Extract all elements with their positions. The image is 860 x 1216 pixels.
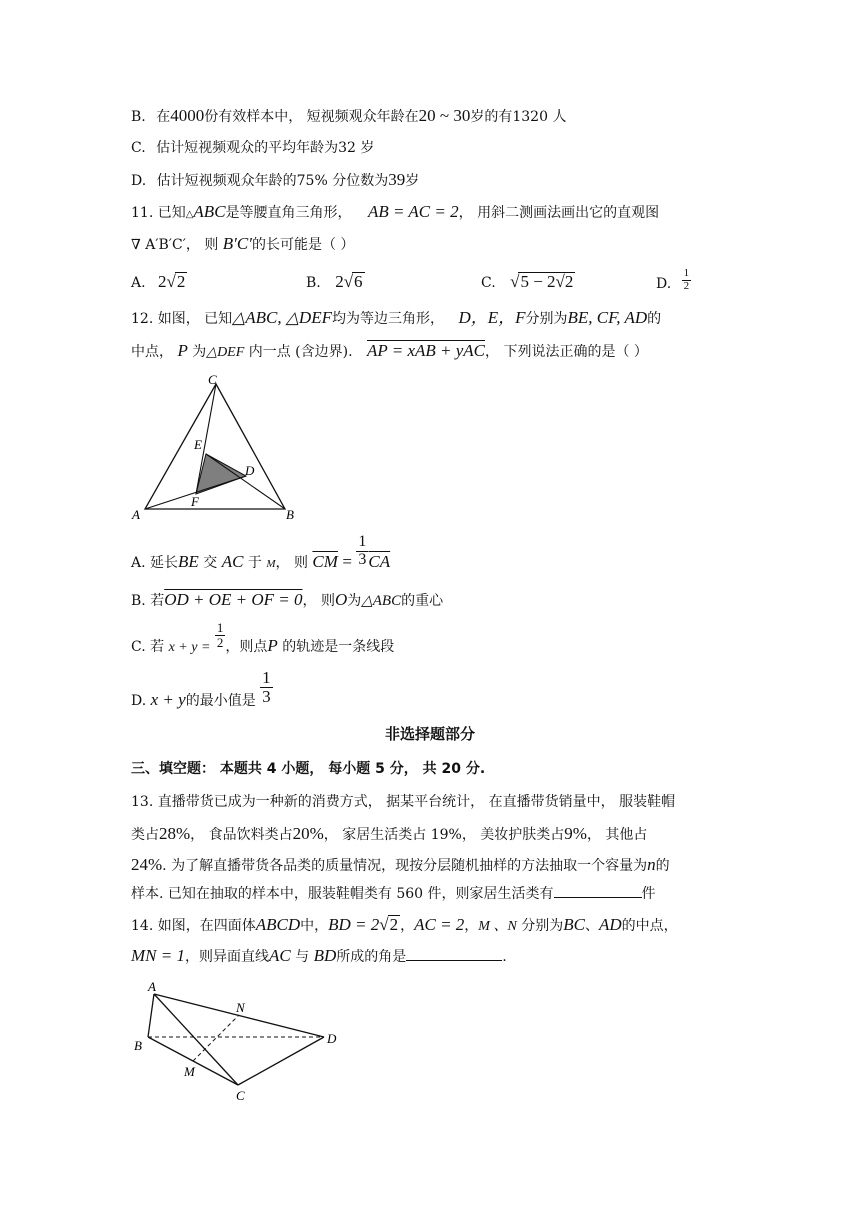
vector-cm: $\overline{CM}$ [312, 552, 338, 572]
text: 的 [655, 858, 670, 874]
math: 20% [292, 824, 324, 843]
q12-option-c [131, 620, 395, 656]
q11-option-d [656, 268, 691, 292]
math: 6 [354, 272, 363, 291]
math: 39 [388, 170, 406, 189]
text: 内一点 (含边界). [248, 344, 353, 360]
numerator: 1 [262, 668, 271, 687]
text: 的轨迹是一条线段 [282, 639, 395, 656]
text: 的长可能是（ ） [251, 237, 355, 253]
question-number: 14. [131, 918, 154, 934]
text: 若 [150, 593, 165, 609]
math: △ABC, △DEF [232, 308, 332, 327]
denominator: 3 [358, 550, 367, 568]
triangle-abc [145, 384, 285, 509]
option-label: C. [131, 140, 146, 156]
option-label: A. [131, 555, 146, 572]
text: ∇ A′B′C′， 则 [131, 237, 219, 253]
math: BD = 2 [328, 915, 380, 934]
q12-option-d [131, 668, 273, 710]
q10-option-b [131, 107, 566, 124]
edge-ac [154, 994, 238, 1085]
label-d: D [245, 463, 255, 478]
math: x + y [150, 690, 186, 710]
q14-line2 [131, 947, 507, 964]
denominator: 3 [262, 686, 271, 706]
text: 估计短视频观众年龄的75% 分位数为 [156, 173, 389, 189]
math: 28% [159, 824, 191, 843]
triangle-def [196, 454, 246, 494]
q10-option-c [131, 141, 374, 155]
text: . [502, 949, 507, 965]
text: ， 用斜二测画法画出它的直观图 [458, 205, 660, 221]
math: BD [313, 946, 337, 965]
fraction [260, 669, 273, 706]
q13-line1: 13. 直播带货已成为一种新的消费方式， 据某平台统计， 在直播带货销量中， 服装鞋帽 [131, 794, 676, 810]
math: △DEF [206, 345, 245, 360]
text: ， 其他占 [586, 827, 648, 843]
q14-line1: 14. 如图，在四面体ABCD中，BD = 2√2 ，AC = 2，M 、N 分别为BC、AD的中点， [131, 915, 678, 934]
math: P [267, 636, 278, 656]
math: P [177, 341, 188, 360]
text: 的 [647, 311, 662, 327]
text: 岁 [405, 173, 420, 189]
text: 的中点， [621, 918, 678, 934]
q11-option-b: B. 2√6 [306, 272, 363, 291]
math: 9% [564, 824, 587, 843]
fraction [356, 534, 368, 569]
math: AB = AC = 2 [367, 202, 459, 221]
math: ABCD [255, 915, 301, 934]
text: 件 [641, 886, 656, 902]
text: 若 [150, 639, 165, 656]
text: 交 [203, 555, 218, 572]
math: BE, CF, AD [567, 308, 648, 327]
text: ， 则 [275, 555, 308, 572]
numerator: 1 [216, 620, 224, 635]
q12-stem-line1 [131, 309, 661, 326]
math: 2 [389, 915, 399, 934]
denominator: 2 [216, 634, 224, 650]
option-label: B. [131, 109, 146, 125]
answer-blank[interactable] [554, 896, 642, 898]
q13-line3 [131, 856, 670, 873]
math: 2 [335, 272, 344, 291]
option-label: D. [656, 276, 672, 293]
q13-line2 [131, 825, 647, 842]
option-label: C. [131, 639, 146, 656]
label-b: B [286, 507, 294, 522]
text: 如图， 已知 [157, 311, 233, 327]
option-label: D. [131, 173, 147, 189]
label-b: B [134, 1038, 142, 1053]
text: 均为等边三角形， [331, 311, 444, 327]
label-n: N [236, 1000, 245, 1015]
text: 为 [347, 593, 362, 609]
text: 岁的有1320 人 [470, 109, 567, 125]
text: 的最小值是 [185, 693, 256, 710]
math: x + y = [168, 640, 211, 656]
math: = [342, 552, 352, 572]
q11-stem-line2 [131, 235, 354, 252]
text: 于 [247, 555, 262, 572]
label-m: M [184, 1064, 195, 1079]
math: MN = 1 [131, 946, 185, 965]
fraction [215, 621, 226, 649]
math: ABC [193, 202, 226, 221]
text: 估计短视频观众的平均年龄为32 岁 [156, 140, 375, 156]
label-a: A [132, 507, 140, 522]
option-label: D. [131, 693, 147, 710]
math: 2 [176, 272, 186, 291]
vector-expression: AP = xAB + yAC [367, 341, 486, 360]
text: 如图，在四面体 [157, 918, 256, 934]
section-heading: 三、填空题： 本题共 4 小题， 每小题 5 分， 共 20 分. [131, 761, 486, 777]
q11-options [131, 268, 731, 298]
q12-triangle-figure [128, 370, 308, 525]
option-label: A. [131, 275, 146, 291]
text: 已知 [157, 205, 186, 221]
q11-option-a: A. 2√2 [131, 272, 186, 291]
label-d: D [327, 1031, 337, 1046]
math: D，E，F [458, 308, 526, 327]
text: 与 [295, 949, 310, 965]
math: M 、N [478, 919, 517, 934]
option-label: C. [481, 275, 496, 291]
text: 样本. 已知在抽取的样本中，服装鞋帽类有 560 件，则家居生活类有 [131, 886, 554, 902]
text: 的重心 [401, 593, 444, 609]
question-number: 11. [131, 205, 154, 221]
math: BC [563, 915, 585, 934]
text: ，则异面直线 [184, 949, 269, 965]
math: B′C′ [222, 234, 252, 253]
text: 为 [192, 344, 207, 360]
text: 、 [584, 918, 599, 934]
vector-ca: $\overline{CA}$ [368, 552, 391, 572]
q12-stem-line2 [131, 342, 648, 360]
text: 在 [156, 109, 171, 125]
math: △ABC [361, 593, 402, 609]
text: ， [464, 918, 479, 934]
q11-option-c: C. √5 − 2√2 [481, 272, 574, 291]
label-c: C [236, 1088, 245, 1103]
text: ， 下列说法正确的是（ ） [485, 344, 648, 360]
math: 2 [158, 272, 167, 291]
q10-option-d [131, 171, 419, 188]
text: 类占 [131, 827, 159, 843]
label-f: F [191, 494, 199, 509]
q12-option-a [131, 533, 391, 572]
q12-option-b [131, 591, 443, 609]
edge-ab [148, 994, 154, 1037]
math: 20 ~ 30 [418, 106, 471, 125]
math: 5 − 2√2 [520, 272, 574, 291]
text: 延长 [150, 555, 179, 572]
text: ， 食品饮料类占 [190, 827, 293, 843]
math: AD [598, 915, 622, 934]
text: ，则点 [225, 639, 268, 656]
text: 中， [300, 918, 329, 934]
vector-expression: OD + OE + OF = 0 [164, 590, 303, 609]
q14-tetrahedron-figure [128, 975, 348, 1105]
math: 4000 [170, 106, 205, 125]
math: AC = 2 [414, 915, 465, 934]
label-a: A [148, 979, 156, 994]
option-label: B. [131, 593, 146, 609]
math: AC [221, 552, 244, 572]
math: BE [178, 552, 199, 572]
text: 所成的角是 [336, 949, 407, 965]
denominator: 2 [683, 279, 690, 292]
text: . 为了解直播带货各品类的质量情况，现按分层随机抽样的方法抽取一个容量为 [162, 858, 648, 874]
q11-stem-line1: 11. 已知△ABC是等腰直角三角形， AB = AC = 2， 用斜二测画法画出它的直观图 [131, 202, 660, 221]
text: 是等腰直角三角形， [225, 205, 352, 221]
math: n [647, 855, 656, 874]
label-c: C [208, 372, 217, 387]
question-number: 12. [131, 311, 154, 327]
text: ， 则 [302, 593, 335, 609]
numerator: 1 [358, 533, 367, 550]
numerator: 1 [683, 267, 690, 279]
text: 分别为 [521, 918, 564, 934]
edge-cd [238, 1037, 324, 1085]
segment-mn-hidden [193, 1015, 239, 1061]
math: O [334, 590, 348, 609]
fraction [682, 268, 692, 292]
answer-blank[interactable] [406, 959, 502, 961]
text: ， [400, 918, 415, 934]
text: 份有效样本中， 短视频观众年龄在 [204, 109, 419, 125]
q13-line4 [131, 887, 656, 901]
math: AC [268, 946, 291, 965]
text: 中点， [131, 344, 173, 360]
math: 24% [131, 855, 163, 874]
option-label: B. [306, 275, 321, 291]
math: M [266, 558, 276, 571]
text: ， 家居生活类占 19%， 美妆护肤类占 [323, 827, 565, 843]
section-title: 非选择题部分 [384, 725, 475, 743]
label-e: E [194, 437, 202, 452]
text: 分别为 [525, 311, 568, 327]
